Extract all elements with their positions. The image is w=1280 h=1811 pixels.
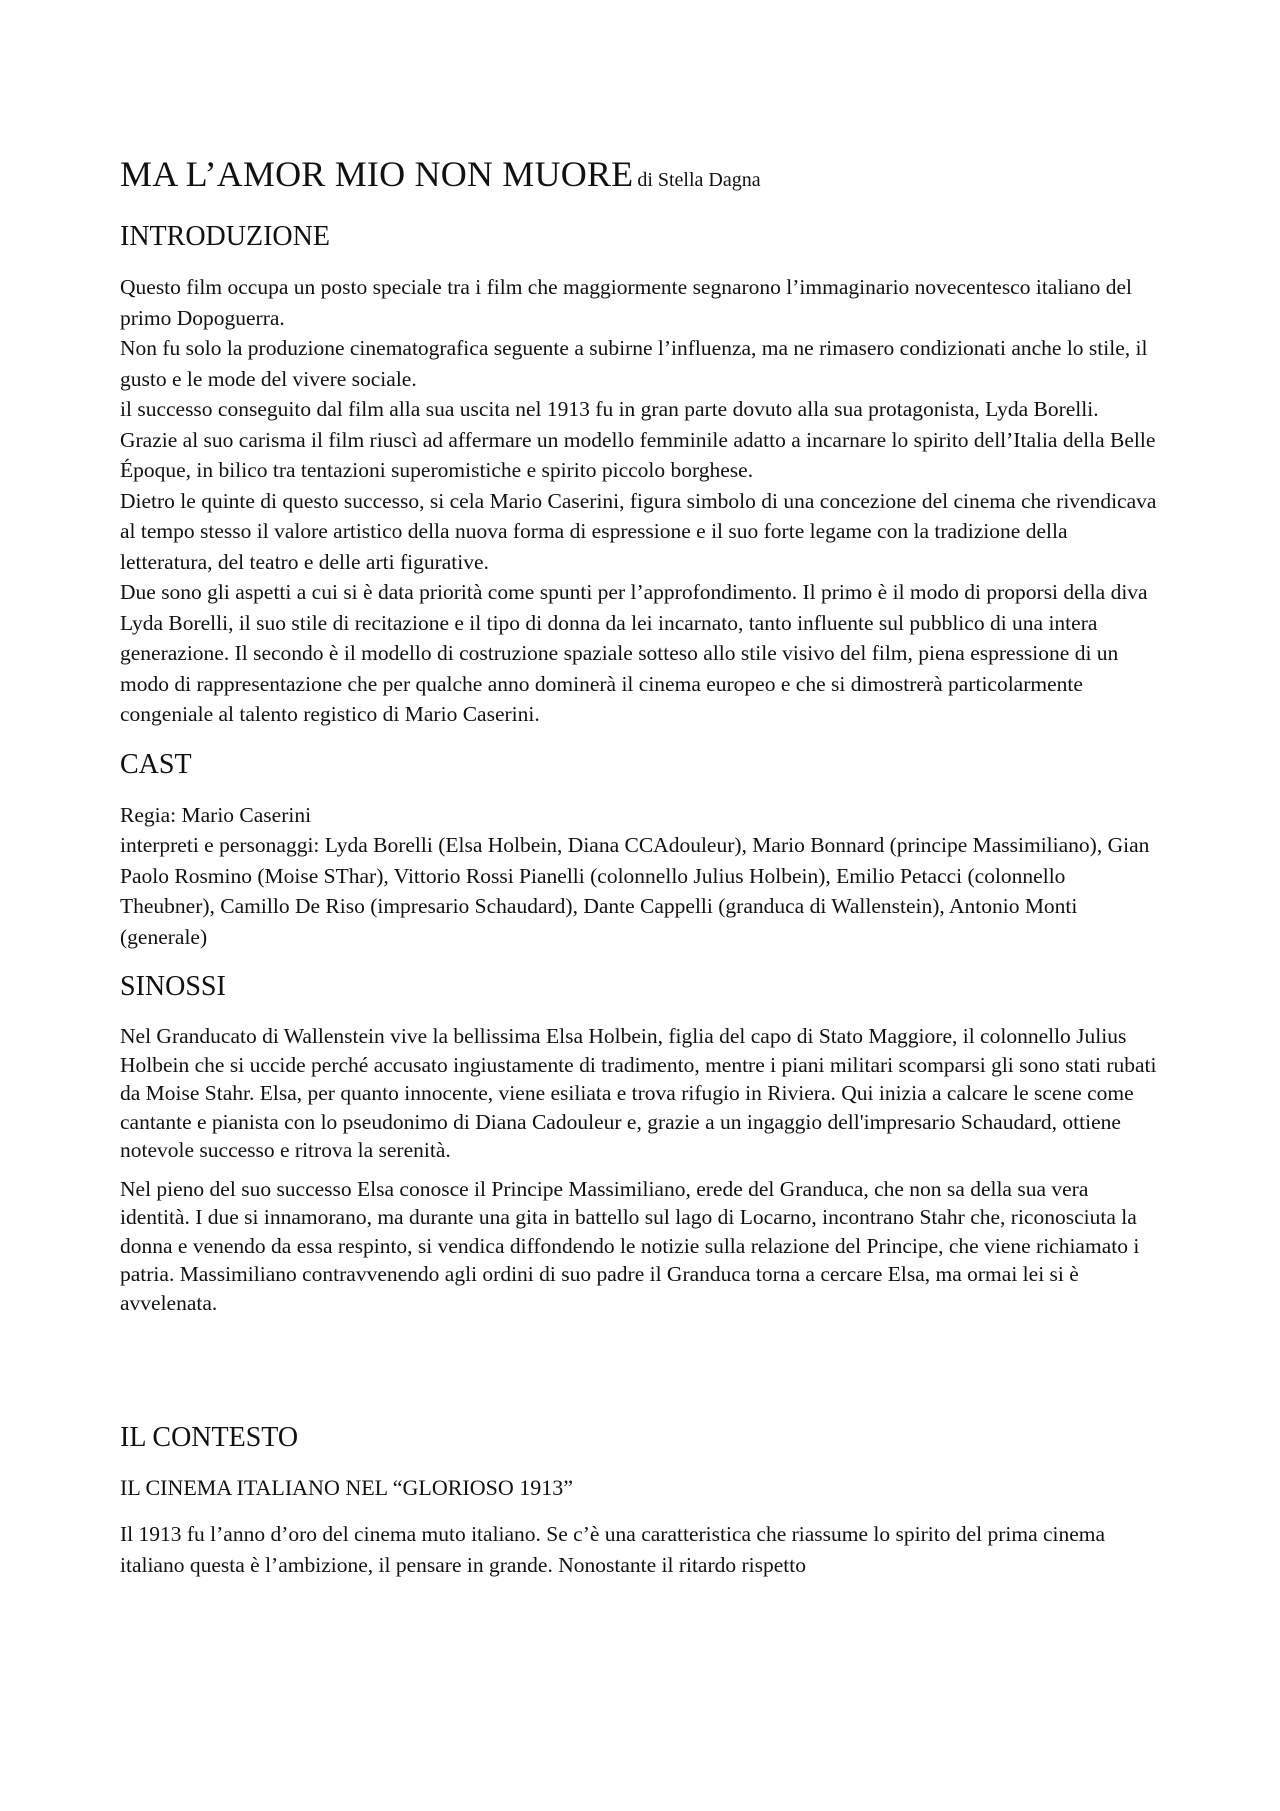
section-heading-introduzione: INTRODUZIONE: [120, 221, 330, 252]
section-heading-sinossi: SINOSSI: [120, 971, 226, 1002]
subheading-cinema-italiano: IL CINEMA ITALIANO NEL “GLORIOSO 1913”: [120, 1475, 574, 1500]
section-spacer: [120, 1327, 1160, 1419]
intro-paragraph: Due sono gli aspetti a cui si è data priorità come spunti per l’approfondimento. Il primo è il modo di proporsi della diva Lyda Borelli, il suo stile di recitazione e il tipo di donna da lei incarnato, tanto influente sul pubblico di una intera generazione. Il secondo è il modello di costruzione spaziale sotteso allo stile visivo del film, piena espressione di un modo di rappresentazione che per qualche anno dominerà il cinema europeo e che si dimostrerà particolarmente congeniale al talento registico di Mario Caserini.: [120, 580, 1148, 726]
cast-regia: Regia: Mario Caserini: [120, 802, 312, 827]
document-page: [120, 150, 1160, 1580]
cast-section-body: [120, 800, 1160, 953]
intro-section-body: [120, 272, 1160, 730]
section-heading-contesto: IL CONTESTO: [120, 1422, 299, 1453]
sinossi-paragraph: Nel pieno del suo successo Elsa conosce il Principe Massimiliano, erede del Granduca, che non sa della sua vera identità. I due si innamorano, ma durante una gita in battello sul lago di Locarno, incontrano Stahr che, riconosciuta la donna e venendo da essa respinto, si vendica diffondendo le notizie sulla relazione del Principe, che viene richiamato i patria. Massimiliano contravvenendo agli ordini di suo padre il Granduca torna a cercare Elsa, ma ormai lei si è avvelenata.: [120, 1176, 1140, 1315]
cast-interpreti: interpreti e personaggi: Lyda Borelli (Elsa Holbein, Diana CCAdouleur), Mario Bonnard (principe Massimiliano), Gian Paolo Rosmino (Moise SThar), Vittorio Rossi Pianelli (colonnello Julius Holbein), Emilio Petacci (colonnello Theubner), Camillo De Riso (impresario Schaudard), Dante Cappelli (granduca di Wallenstein), Antonio Monti (generale): [120, 833, 1150, 949]
document-author: di Stella Dagna: [637, 169, 761, 191]
intro-paragraph: Non fu solo la produzione cinematografica seguente a subirne l’influenza, ma ne rimasero condizionati anche lo stile, il gusto e le mode del vivere sociale.: [120, 336, 1148, 391]
intro-paragraph: Questo film occupa un posto speciale tra i film che maggiormente segnarono l’immaginario novecentesco italiano del primo Dopoguerra.: [120, 275, 1132, 330]
sinossi-section-body: [120, 1022, 1160, 1317]
document-title-line: [120, 150, 1160, 206]
section-heading-cast: CAST: [120, 748, 192, 780]
document-title: MA L’AMOR MIO NON MUORE: [120, 154, 634, 194]
sinossi-paragraph: Nel Granducato di Wallenstein vive la bellissima Elsa Holbein, figlia del capo di Stato Maggiore, il colonnello Julius Holbein che si uccide perché accusato ingiustamente di tradimento, mentre i piani militari scomparsi gli sono stati rubati da Moise Stahr. Elsa, per quanto innocente, viene esiliata e trova rifugio in Riviera. Qui inizia a calcare le scene come cantante e pianista con lo pseudonimo di Diana Cadouleur e, grazie a un ingaggio dell'impresario Schaudard, ottiene notevole successo e ritrova la serenità.: [120, 1024, 1157, 1162]
intro-paragraph: Dietro le quinte di questo successo, si cela Mario Caserini, figura simbolo di una concezione del cinema che rivendicava al tempo stesso il valore artistico della nuova forma di espressione e il suo forte legame con la tradizione della letteratura, del teatro e delle arti figurative.: [120, 488, 1157, 574]
intro-paragraph: il successo conseguito dal film alla sua uscita nel 1913 fu in gran parte dovuto alla sua protagonista, Lyda Borelli. Grazie al suo carisma il film riuscì ad affermare un modello femminile adatto a incarnare lo spirito dell’Italia della Belle Époque, in bilico tra tentazioni superomistiche e spirito piccolo borghese.: [120, 397, 1156, 482]
contesto-paragraph: Il 1913 fu l’anno d’oro del cinema muto italiano. Se c’è una caratteristica che riassume lo spirito del prima cinema italiano questa è l’ambizione, il pensare in grande. Nonostante il ritardo rispetto: [120, 1522, 1106, 1577]
